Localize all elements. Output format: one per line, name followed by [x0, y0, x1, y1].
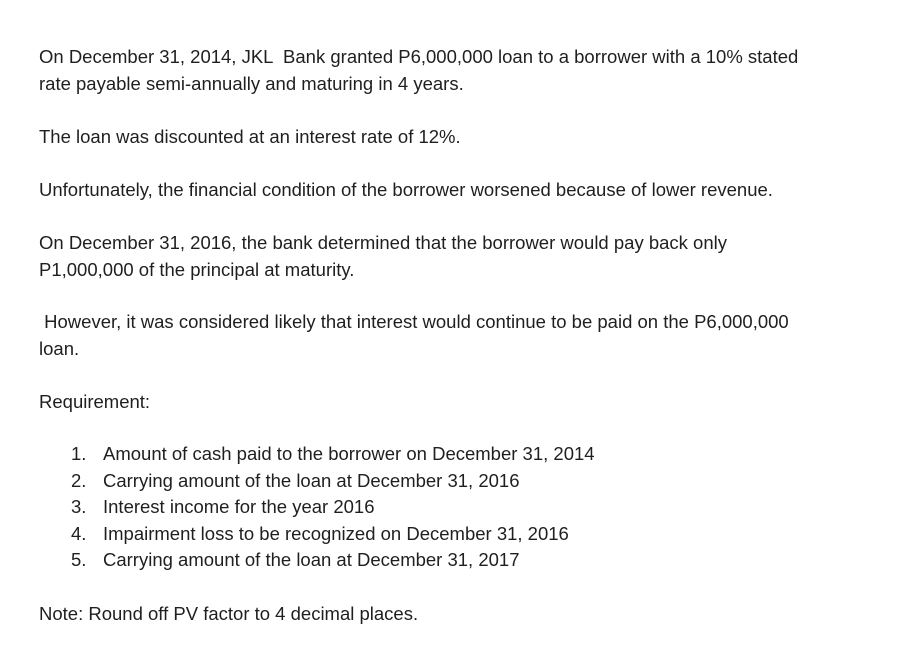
list-item [39, 468, 595, 495]
paragraph-discount-rate: The loan was discounted at an interest rate of 12%. [39, 126, 461, 147]
paragraph-line: loan. [39, 337, 80, 359]
list-item-text: Impairment loss to be recognized on December 31, 2016 [103, 522, 569, 544]
paragraph-line: However, it was considered likely that interest would continue to be paid on the P6,000,000 [39, 311, 789, 332]
list-item [39, 441, 595, 468]
list-item-number: 5. [71, 549, 87, 570]
list-item-text: Carrying amount of the loan at December 31, 2017 [103, 549, 520, 570]
list-item-number: 1. [71, 443, 87, 464]
paragraph-financial-condition: Unfortunately, the financial condition of the borrower worsened because of lower revenue. [39, 179, 773, 200]
paragraph-note: Note: Round off PV factor to 4 decimal places. [39, 603, 419, 624]
list-item-number: 2. [71, 469, 87, 491]
paragraph-line: P1,000,000 of the principal at maturity. [39, 258, 355, 280]
paragraph-interest-continuation [39, 309, 899, 362]
list-item [39, 547, 595, 574]
list-item-text: Amount of cash paid to the borrower on December 31, 2014 [103, 443, 595, 464]
requirements-list [39, 441, 595, 574]
paragraph-loan-grant [39, 44, 899, 97]
requirement-heading: Requirement: [39, 391, 151, 412]
list-item [39, 494, 595, 521]
list-item-number: 3. [71, 496, 87, 517]
list-item-number: 4. [71, 522, 87, 544]
paragraph-line: On December 31, 2016, the bank determined that the borrower would pay back only [39, 232, 727, 253]
list-item-text: Interest income for the year 2016 [103, 496, 375, 517]
list-item-text: Carrying amount of the loan at December 31, 2016 [103, 469, 520, 491]
paragraph-bank-determination [39, 230, 899, 283]
list-item [39, 521, 595, 548]
paragraph-line: On December 31, 2014, JKL Bank granted P6,000,000 loan to a borrower with a 10% stated [39, 46, 799, 67]
paragraph-line: rate payable semi-annually and maturing in 4 years. [39, 72, 464, 94]
